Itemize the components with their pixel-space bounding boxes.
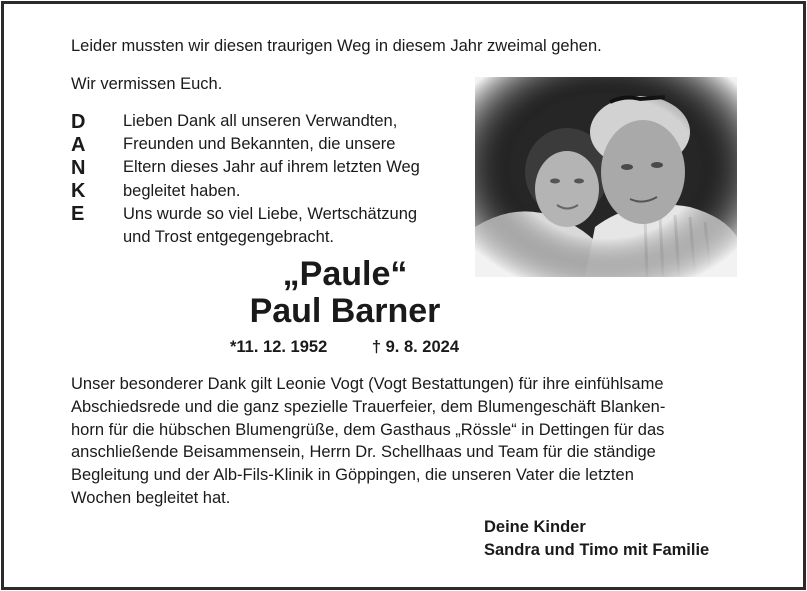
danke-letter: A [71,134,86,156]
life-dates [230,338,459,357]
gratitude-line: anschließende Beisammensein, Herrn Dr. Schellhaas und Team für die ständige [71,443,656,462]
deceased-name: Paul Barner [249,292,441,330]
deceased-nickname: „Paule“ [282,255,408,293]
signature-line-2: Sandra und Timo mit Familie [484,541,710,559]
danke-letter: D [71,111,86,133]
couple-photo-illustration [475,77,737,277]
signature [484,516,709,562]
signature-line-1: Deine Kinder [484,518,586,536]
gratitude-paragraph [71,373,751,510]
thanks-line: Lieben Dank all unseren Verwandten, [123,112,398,130]
danke-letter: N [71,157,86,179]
thanks-line: und Trost entgegengebracht. [123,228,334,247]
gratitude-line: Unser besonderer Dank gilt Leonie Vogt (Vogt Bestattungen) für ihre einfühlsame [71,375,664,393]
thanks-line: Eltern dieses Jahr auf ihrem letzten Weg [123,158,420,177]
gratitude-line: Begleitung und der Alb-Fils-Klinik in Göppingen, die unseren Vater die letzten [71,466,634,485]
danke-letter: K [71,180,86,202]
gratitude-line: horn für die hübschen Blumengrüße, dem Gasthaus „Rössle“ in Dettingen für das [71,420,665,439]
birth-date: *11. 12. 1952 [230,338,328,356]
intro-line-1: Leider mussten wir diesen traurigen Weg in diesem Jahr zweimal gehen. [71,37,602,55]
thanks-line: Freunden und Bekannten, die unsere [123,135,396,154]
gratitude-line: Abschiedsrede und die ganz spezielle Trauerfeier, dem Blumengeschäft Blanken- [71,397,666,416]
death-date: † 9. 8. 2024 [371,338,460,356]
thanks-line: begleitet haben. [123,181,241,200]
danke-vertical-word [71,111,91,226]
intro-line-2: Wir vermissen Euch. [71,75,223,93]
couple-photo [475,77,737,277]
thanks-line: Uns wurde so viel Liebe, Wertschätzung [123,204,418,223]
gratitude-line: Wochen begleitet hat. [71,488,231,507]
thanks-paragraph [123,110,463,249]
danke-letter: E [71,203,85,225]
